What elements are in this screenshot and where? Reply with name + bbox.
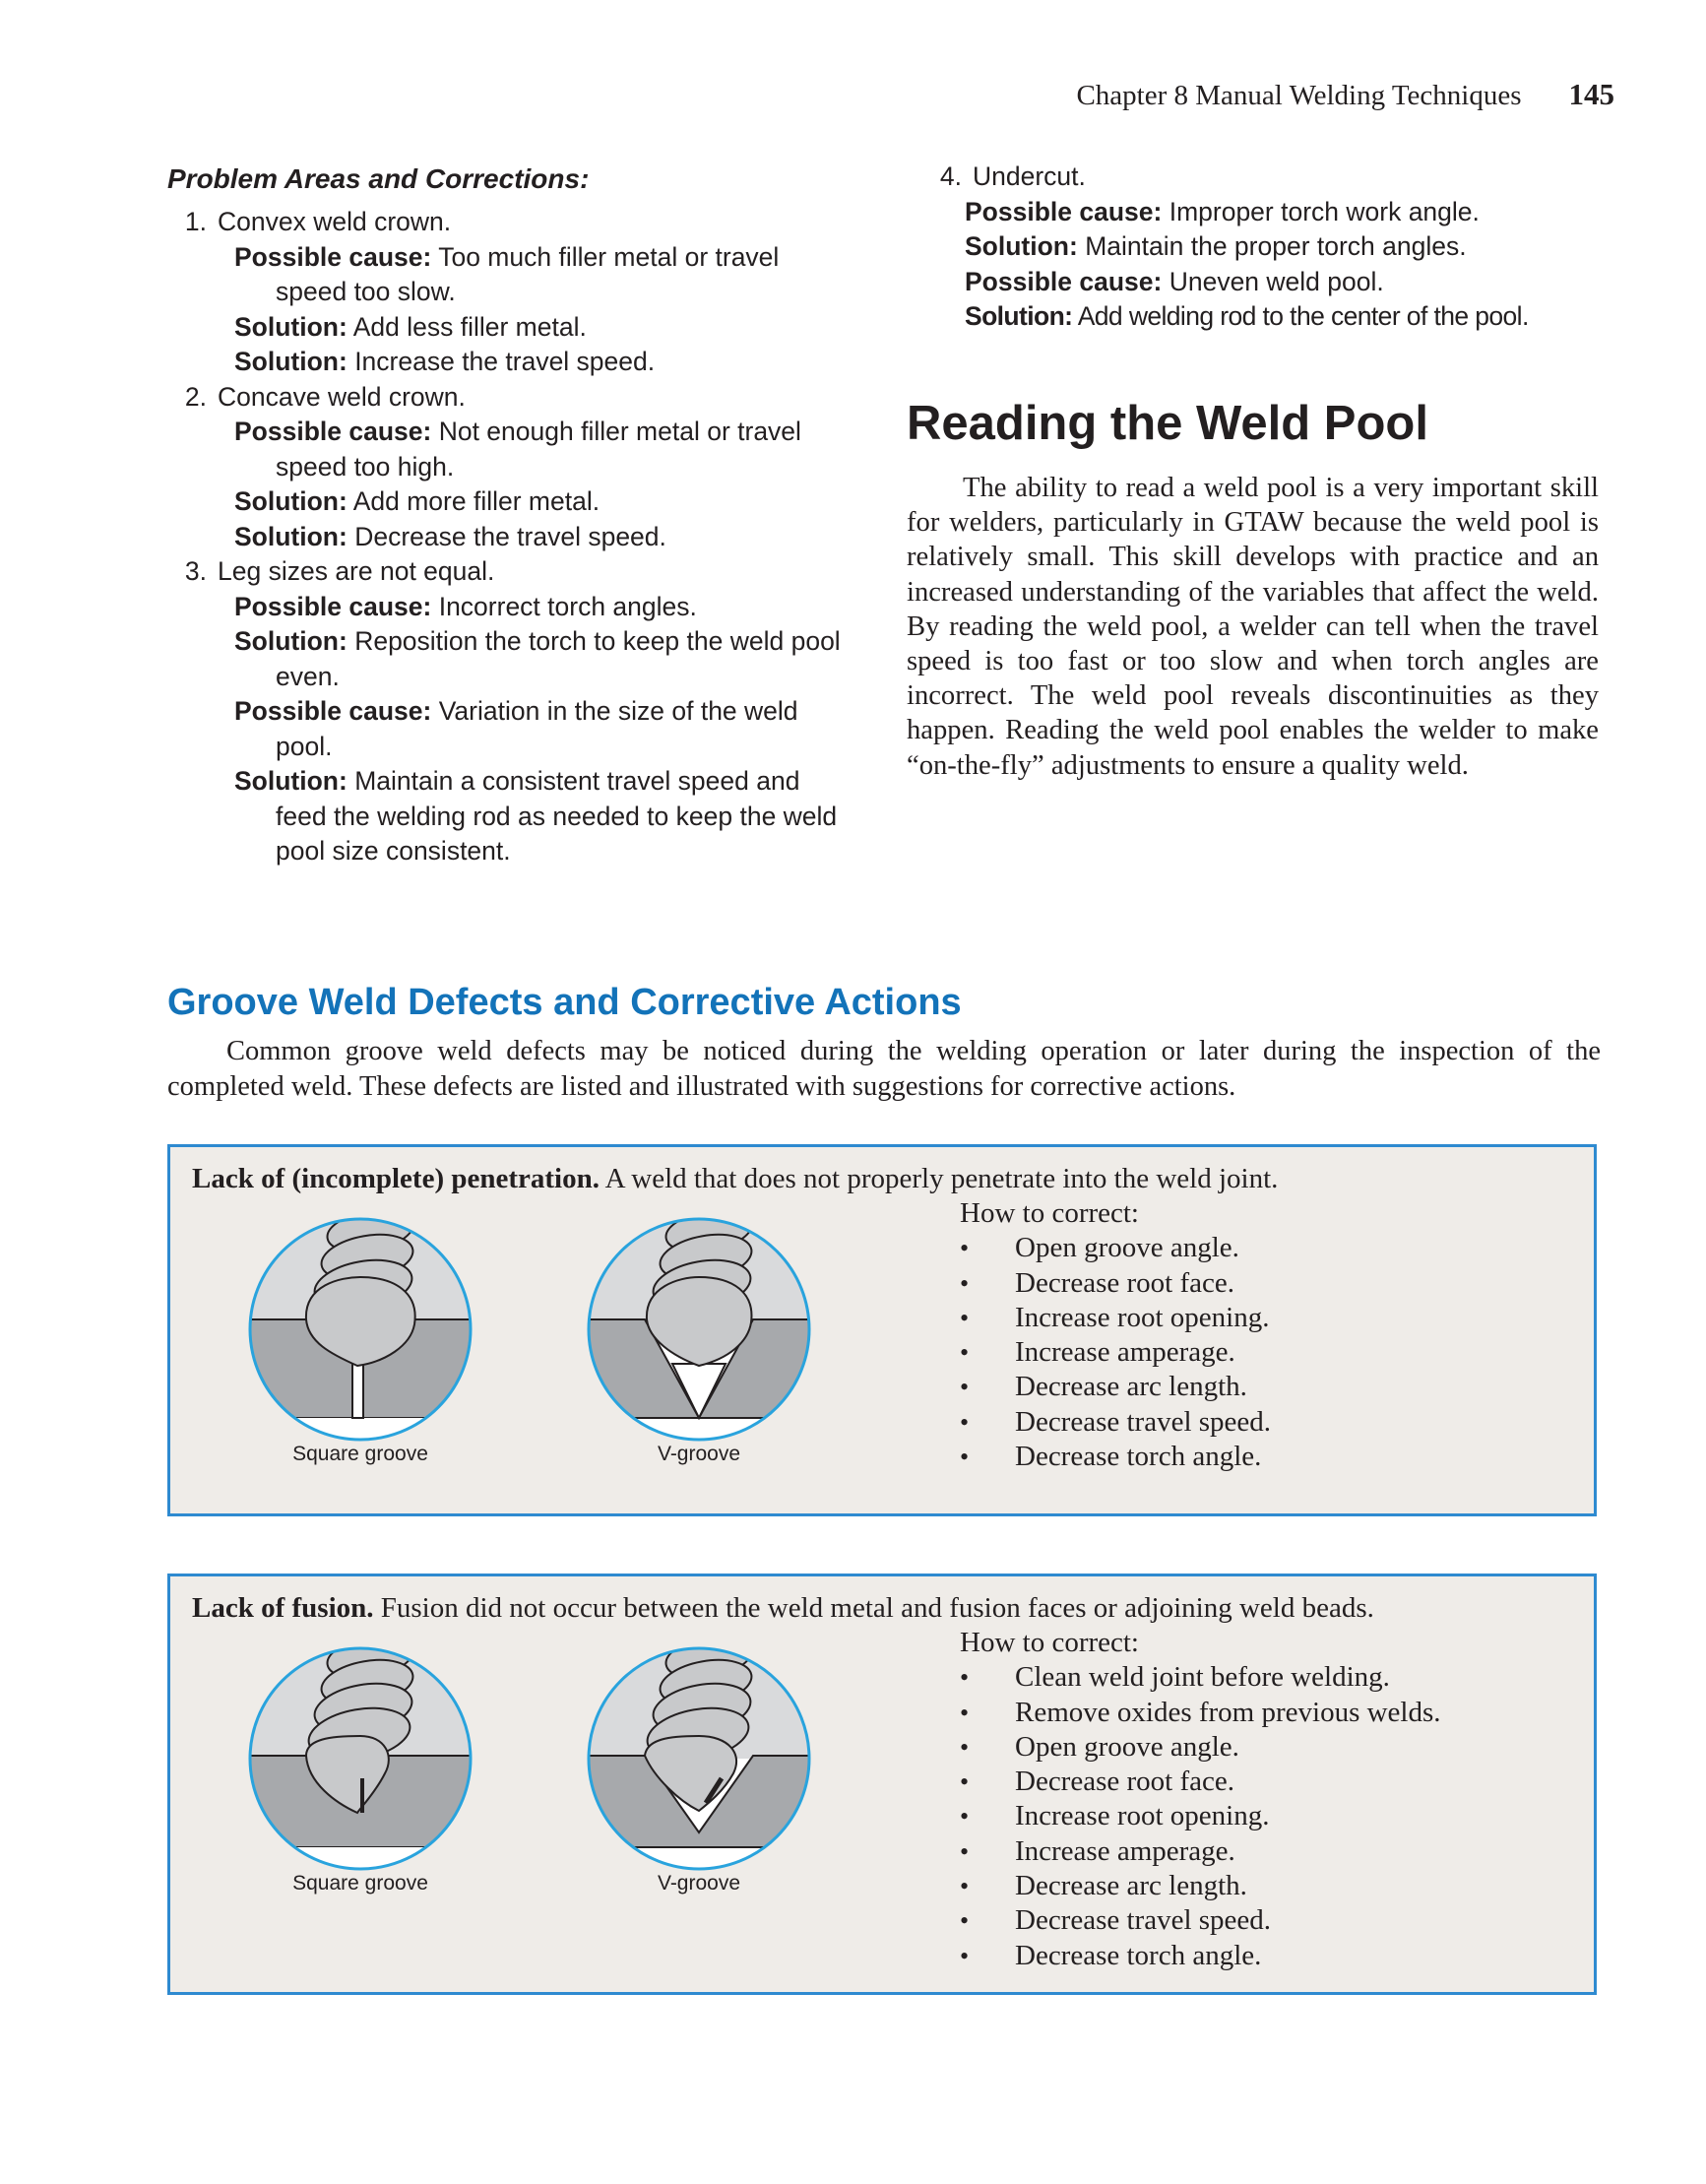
v-groove-fusion-illustration (586, 1645, 812, 1872)
problem-item (922, 160, 1611, 335)
problem-item (167, 554, 856, 869)
entry-text: Variation in the size of the weld pool. (276, 696, 798, 761)
entry-label: Solution: (234, 521, 348, 551)
problem-entry (217, 240, 856, 310)
reading-weld-pool-heading: Reading the Weld Pool (907, 397, 1428, 450)
problems-heading: Problem Areas and Corrections: (167, 163, 590, 194)
corrective-action-list (960, 1231, 1271, 1474)
entry-text: Add more filler metal. (352, 486, 600, 516)
problem-entry (217, 624, 856, 694)
page-number: 145 (1568, 77, 1614, 111)
problem-entry (217, 415, 856, 484)
defect-definition: A weld that does not properly penetrate into the weld joint. (604, 1163, 1279, 1194)
figure-caption: Square groove (292, 1443, 428, 1465)
defect-title (192, 1590, 1374, 1626)
how-to-correct-label: How to correct: (960, 1627, 1139, 1658)
entry-label: Solution: (234, 486, 348, 516)
entry-label: Solution: (234, 311, 348, 342)
chapter-title: Chapter 8 Manual Welding Techniques (1076, 80, 1522, 111)
entry-text: Maintain the proper torch angles. (1085, 231, 1467, 261)
problem-entry (965, 265, 1611, 300)
groove-defects-heading: Groove Weld Defects and Corrective Actions (167, 982, 962, 1023)
problem-entry (217, 484, 856, 520)
v-groove-penetration-illustration (586, 1216, 812, 1443)
entry-text: Maintain a consistent travel speed and feed the welding rod as needed to keep the weld pool size consistent. (276, 766, 838, 866)
problem-title: Concave weld crown. (218, 381, 466, 412)
figure-caption: V-groove (657, 1872, 741, 1895)
entry-label: Possible cause: (234, 241, 432, 272)
entry-text: Increase the travel speed. (354, 347, 656, 376)
problem-item (167, 380, 856, 555)
entry-label: Solution: (234, 626, 348, 656)
list-item: • Increase amperage. (960, 1335, 1271, 1370)
entry-text: Incorrect torch angles. (438, 591, 697, 621)
problem-number: 1. (184, 207, 207, 236)
problem-entry (217, 764, 856, 869)
corrective-action-list (960, 1660, 1441, 1973)
problem-list-right (922, 160, 1611, 335)
problem-entry (965, 195, 1611, 230)
list-item: • Increase root opening. (960, 1799, 1441, 1833)
how-to-correct-panel (960, 1196, 1271, 1474)
list-item: • Decrease root face. (960, 1765, 1441, 1799)
problem-entry (965, 299, 1611, 335)
list-item: • Clean weld joint before welding. (960, 1660, 1441, 1695)
entry-label: Possible cause: (234, 696, 432, 726)
list-item: • Increase amperage. (960, 1834, 1441, 1869)
list-item: • Decrease travel speed. (960, 1405, 1271, 1440)
entry-label: Solution: (965, 301, 1073, 331)
entry-text: Decrease the travel speed. (354, 521, 666, 551)
entry-label: Solution: (234, 766, 348, 796)
entry-text: Add less filler metal. (352, 311, 587, 342)
list-item: • Increase root opening. (960, 1301, 1271, 1335)
entry-label: Possible cause: (965, 266, 1163, 296)
entry-label: Possible cause: (234, 417, 432, 446)
list-item: • Decrease travel speed. (960, 1903, 1441, 1938)
list-item: • Decrease arc length. (960, 1869, 1441, 1903)
square-groove-fusion-illustration (247, 1645, 474, 1872)
figure-caption: V-groove (657, 1443, 741, 1465)
problem-number: 2. (184, 381, 207, 412)
entry-label: Solution: (234, 347, 348, 376)
problem-entry (217, 345, 856, 380)
square-groove-penetration-illustration (247, 1216, 474, 1443)
list-item: • Open groove angle. (960, 1231, 1271, 1265)
defect-definition: Fusion did not occur between the weld metal and fusion faces or adjoining weld beads. (380, 1592, 1374, 1624)
defect-term: Lack of fusion. (192, 1592, 374, 1624)
list-item: • Open groove angle. (960, 1730, 1441, 1765)
entry-label: Solution: (965, 231, 1078, 261)
problem-list-left (167, 160, 856, 869)
entry-text: Improper torch work angle. (1169, 196, 1480, 226)
how-to-correct-label: How to correct: (960, 1197, 1139, 1229)
list-item: • Decrease torch angle. (960, 1440, 1271, 1474)
defect-term: Lack of (incomplete) penetration. (192, 1163, 600, 1194)
entry-text: Uneven weld pool. (1169, 266, 1384, 296)
problem-title: Convex weld crown. (218, 207, 452, 236)
defect-box-lack-of-penetration (167, 1144, 1597, 1516)
reading-weld-pool-body: The ability to read a weld pool is a very important skill for welders, particularly in GTAW because the weld pool is relatively small. This skill develops with practice and an increased understanding of the variables that affect the weld. By reading the weld pool, a welder can tell when the travel speed is too fast or too slow and when torch angles are incorrect. The weld pool reveals discontinuities as they happen. Reading the weld pool enables the welder to make “on-the-fly” adjustments to ensure a quality weld. (907, 473, 1599, 781)
list-item: • Decrease arc length. (960, 1370, 1271, 1404)
defect-title (192, 1161, 1278, 1196)
problem-entry (217, 310, 856, 346)
problem-title: Undercut. (973, 161, 1086, 191)
list-item: • Decrease torch angle. (960, 1939, 1441, 1973)
entry-label: Possible cause: (965, 196, 1163, 226)
figure-caption: Square groove (292, 1872, 428, 1895)
problem-item (167, 205, 856, 380)
problem-entry (217, 590, 856, 625)
defect-box-lack-of-fusion (167, 1574, 1597, 1995)
list-item: • Decrease root face. (960, 1266, 1271, 1301)
problem-number: 4. (939, 161, 962, 191)
list-item: • Remove oxides from previous welds. (960, 1696, 1441, 1730)
problem-title: Leg sizes are not equal. (218, 556, 495, 586)
entry-text: Too much filler metal or travel speed too slow. (276, 241, 780, 306)
problem-entry (965, 229, 1611, 265)
entry-label: Possible cause: (234, 591, 432, 621)
problem-entry (217, 520, 856, 555)
problem-number: 3. (184, 556, 207, 586)
running-head (1076, 77, 1614, 120)
entry-text: Reposition the torch to keep the weld pool even. (276, 626, 841, 691)
problem-entry (217, 694, 856, 764)
how-to-correct-panel (960, 1626, 1441, 1973)
groove-defects-intro: Common groove weld defects may be noticed during the welding operation or later during the inspection of the completed weld. These defects are listed and illustrated with suggestions for corrective actions. (167, 1036, 1601, 1102)
entry-text: Not enough filler metal or travel speed too high. (276, 417, 801, 482)
entry-text: Add welding rod to the center of the pool. (1077, 301, 1529, 331)
